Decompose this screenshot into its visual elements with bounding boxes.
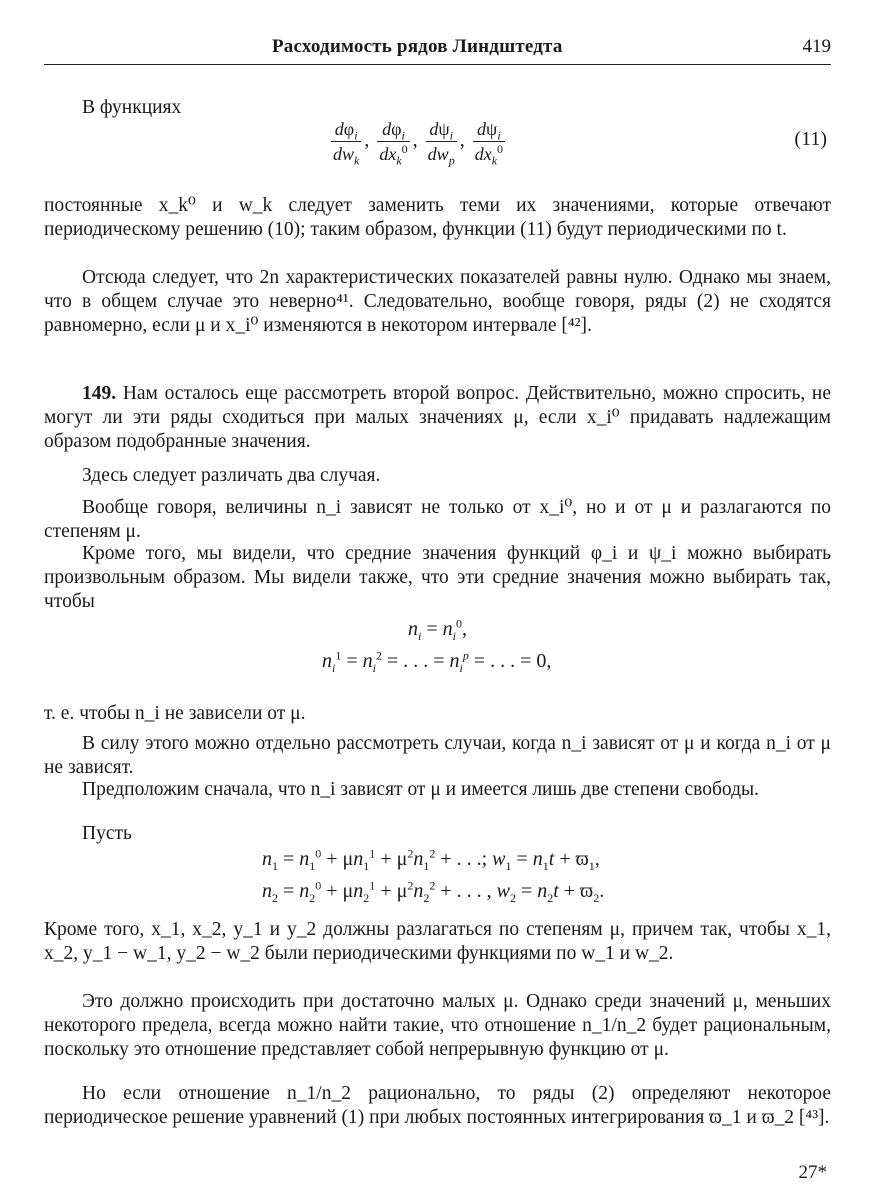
paragraph-text: Здесь следует различать два случая. (82, 465, 381, 486)
page-number: 419 (802, 36, 831, 57)
paragraph-text: Предположим сначала, что n_i зависят от μ и имеется лишь две степени свободы. (82, 779, 759, 800)
paragraph-5 (44, 496, 831, 544)
equation-n2: $n_2 = n_2^0 + \mu n_2^1 + \mu^2n_2^2$ + . . . , $w_2 = n_2t + ϖ_2$. (262, 878, 605, 905)
paragraph-text: Вообще говоря, величины n_i зависят не только от x_i⁰, но и от μ и разлагаются по степеням μ. (44, 497, 831, 542)
equation-n1: $n_1 = n_1^0 + \mu n_1^1 + \mu^2n_1^2$ + . . .; $w_1 = n_1t + ϖ_1$, (262, 846, 600, 873)
book-page: Расходимость рядов Линдштедта 419 В функциях $\frac{d\varphi_i}{dw_k}$ , $\frac{d\varphi_i}{dx_k^0}$ , $\frac{d\psi_i}{dw_p}$ , $\frac{d\psi_i}{dx_k^0}$ (11) постоянные x_k⁰ и w_k следует заменить теми их значениями, которые отвечают периодическому решению (10); таким образом, функции (11) будут периодическими по t. Отсюда следует, что 2n характеристических показателей равны нулю. Однако мы знаем, что в общем случае это неверно⁴¹. Следовательно, вообще говоря, ряды (2) не сходятся равномерно, если μ и x_i⁰ изменяются в некотором интервале [⁴²]. 149. Нам осталось еще рассмотреть второй вопрос. Действительно, можно спросить, не могут ли эти ряды сходиться при малых значениях μ, если x_i⁰ придавать надлежащим образом подобранные значения. Здесь следует различать два случая. Вообще говоря, величины n_i зависят не только от x_i⁰, но и от μ и разлагаются по степеням μ. Кроме того, мы видели, что средние значения функций φ_i и ψ_i можно выбирать произвольным образом. Мы видели также, что эти средние значения можно выбирать так, чтобы $n_i = n_i^0$, $n_i^1 = n_i^2$ = . . . = $n_i^p$ = . . . = 0, т. е. чтобы n_i не зависели от μ. В силу этого можно отдельно рассмотреть случаи, когда n_i зависят от μ и когда n_i от μ не зависят. Предположим сначала, что n_i зависят от μ и имеется лишь две степени свободы. Пусть $n_1 = n_1^0 + \mu n_1^1 + \mu^2n_1^2$ + . . .; $w_1 = n_1t + ϖ_1$, $n_2 = n_2^0 + \mu n_2^1 + \mu^2n_2^2$ + . . . , $w_2 = n_2t + ϖ_2$. Кроме того, x_1, x_2, y_1 и y_2 должны разлагаться по степеням μ, причем так, чтобы x_1, x_2, y_1 − w_1, y_2 − w_2 были периодическими функциями по w_1 и w_2. Это должно происходить при достаточно малых μ. Однако среди значений μ, меньших некоторого предела, всегда можно найти такие, что отношение n_1/n_2 будет рациональным, поскольку это отношение представляет собой непрерывную функцию от μ. Но если отношение n_1/n_2 рационально, то ряды (2) определяют некоторое периодическое решение уравнений (1) при любых постоянных интегрирования ϖ_1 и ϖ_2 [⁴³]. 27* (44, 36, 832, 1183)
equation-number-11: (11) (794, 128, 827, 150)
paragraph-text: Но если отношение n_1/n_2 рационально, то ряды (2) определяют некоторое периодическое решение уравнений (1) при любых постоянных интегрирования ϖ_1 и ϖ_2 [⁴³]. (44, 1083, 831, 1128)
paragraph-text: Это должно происходить при достаточно малых μ. Однако среди значений μ, меньших некоторого предела, всегда можно найти такие, что отношение n_1/n_2 будет рациональным, поскольку это отношение представляет собой непрерывную функцию от μ. (44, 991, 831, 1060)
paragraph-1 (44, 194, 831, 242)
paragraph-text: постоянные x_k⁰ и w_k следует заменить теми их значениями, которые отвечают периодическому решению (10); таким образом, функции (11) будут периодическими по t. (44, 195, 831, 240)
paragraph-9 (44, 778, 831, 802)
section-149 (44, 382, 831, 454)
paragraph-7 (44, 702, 831, 726)
intro-text: В функциях (82, 97, 182, 118)
paragraph-text: т. е. чтобы n_i не зависели от μ. (44, 703, 306, 724)
paragraph-8 (44, 732, 831, 780)
equation-n-second: $n_i^1 = n_i^2$ = . . . = $n_i^p$ = . . . = 0, (322, 648, 552, 675)
paragraph-10 (44, 822, 831, 846)
paragraph-6 (44, 542, 831, 614)
signature-mark: 27* (798, 1162, 827, 1183)
intro-line (44, 96, 831, 120)
paragraph-13 (44, 1082, 831, 1130)
paragraph-2 (44, 266, 831, 338)
paragraph-text: В силу этого можно отдельно рассмотреть случаи, когда n_i зависят от μ и когда n_i от μ не зависят. (44, 733, 831, 778)
paragraph-text: Отсюда следует, что 2n характеристических показателей равны нулю. Однако мы знаем, что в общем случае это неверно⁴¹. Следовательно, вообще говоря, ряды (2) не сходятся равномерно, если μ и x_i⁰ изменяются в некотором интервале [⁴²]. (44, 267, 831, 336)
page-header (44, 36, 831, 65)
section-number: 149. (82, 383, 117, 404)
running-title: Расходимость рядов Линдштедта (272, 36, 563, 57)
paragraph-4 (44, 464, 831, 488)
paragraph-text: Нам осталось еще рассмотреть второй вопрос. Действительно, можно спросить, не могут ли эти ряды сходиться при малых значениях μ, если x_i⁰ придавать надлежащим образом подобранные значения. (44, 383, 832, 452)
paragraph-11 (44, 918, 831, 966)
paragraph-text: Кроме того, мы видели, что средние значения функций φ_i и ψ_i можно выбирать произвольным образом. Мы видели также, что эти средние значения можно выбирать так, чтобы (44, 543, 831, 612)
paragraph-text: Пусть (82, 823, 132, 844)
paragraph-12 (44, 990, 831, 1062)
paragraph-text: Кроме того, x_1, x_2, y_1 и y_2 должны разлагаться по степеням μ, причем так, чтобы x_1, x_2, y_1 − w_1, y_2 − w_2 были периодическими функциями по w_1 и w_2. (44, 919, 831, 964)
equation-n-first: $n_i = n_i^0$, (408, 616, 467, 643)
